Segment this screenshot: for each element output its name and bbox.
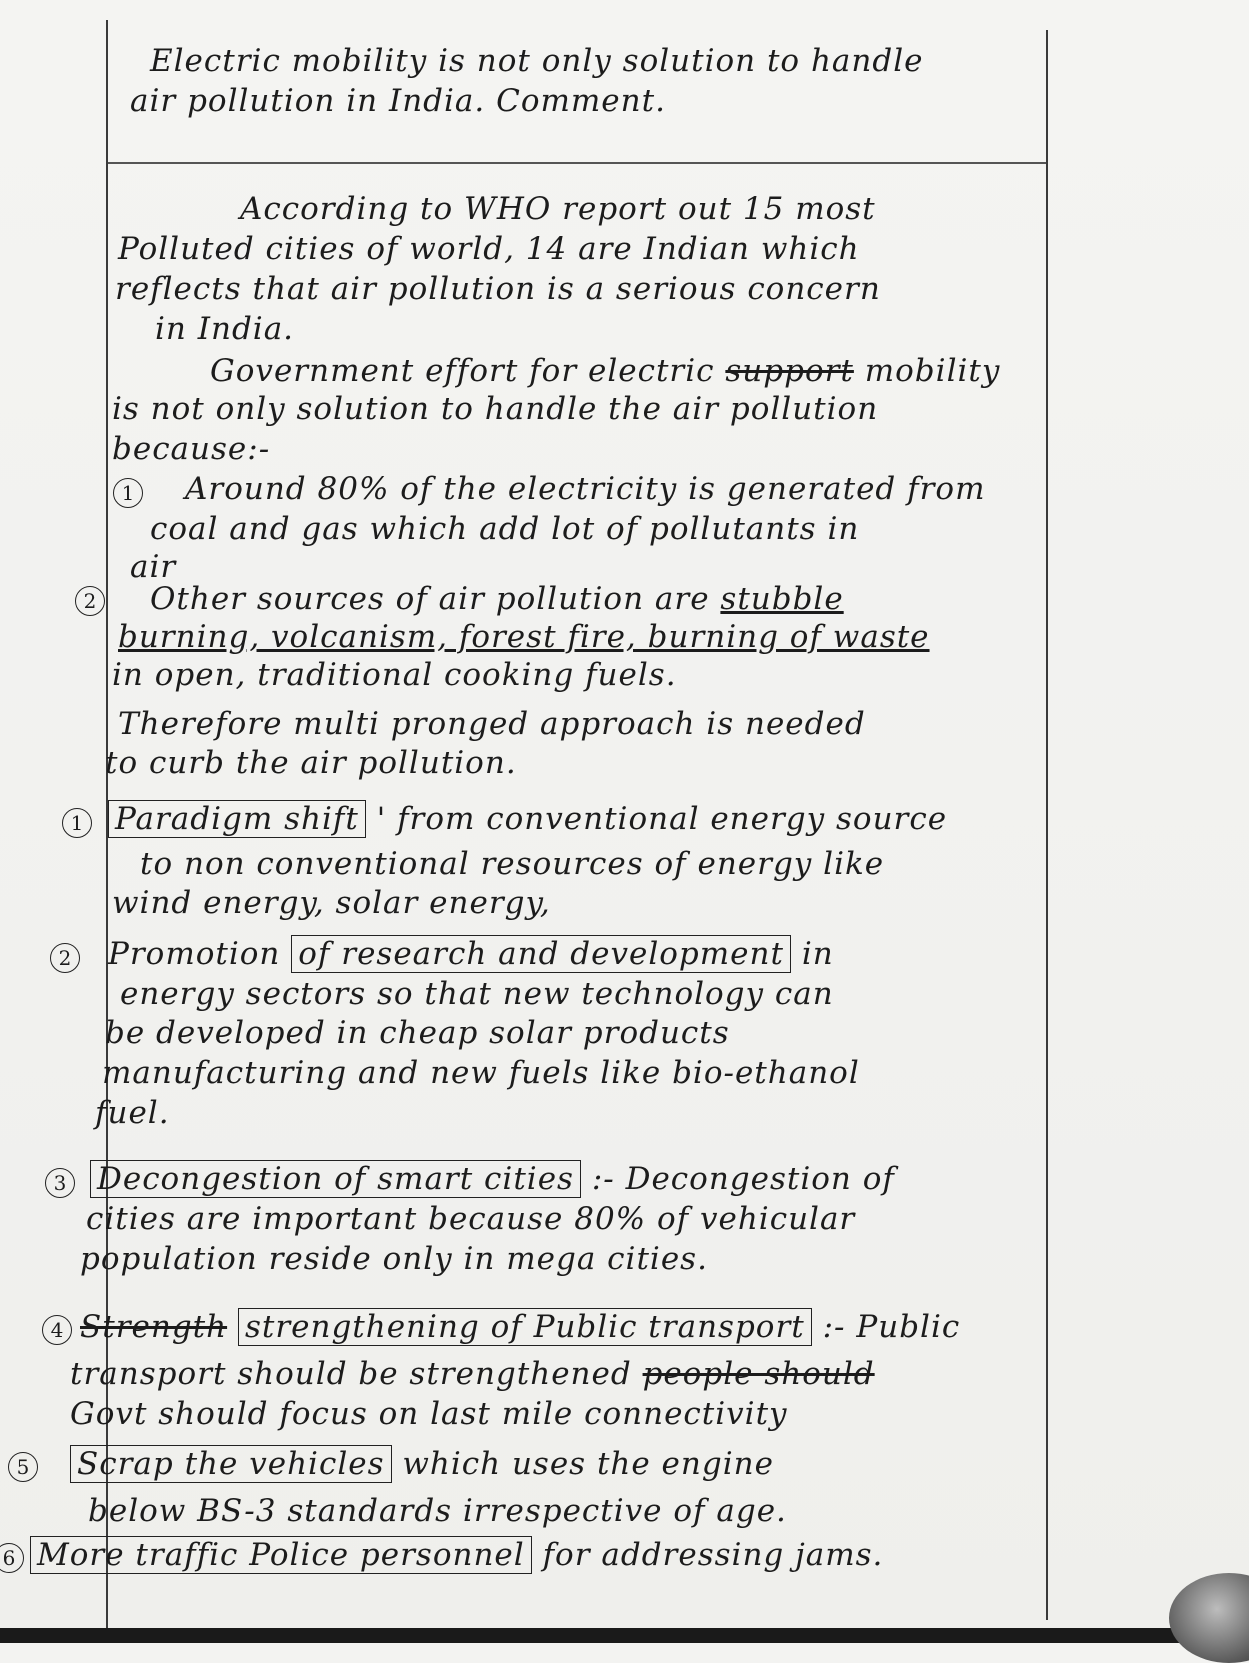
reason-number-1: 1	[113, 478, 143, 508]
intro-line-4: in India.	[155, 311, 295, 347]
measure-4-struck-word: Strength	[80, 1309, 228, 1345]
measure-2-line-5: fuel.	[95, 1095, 170, 1131]
measure-3-heading-box: Decongestion of smart cities	[90, 1160, 581, 1198]
measure-6-rest: for addressing jams.	[542, 1537, 884, 1573]
measure-1-line-3: wind energy, solar energy,	[112, 885, 551, 921]
reason-2-line-2: burning, volcanism, forest fire, burning of waste	[118, 619, 930, 655]
reason-2-line-1	[150, 580, 844, 618]
right-margin-rule	[1046, 30, 1048, 1620]
therefore-line-1: Therefore multi pronged approach is needed	[118, 706, 866, 742]
reason-number-2: 2	[75, 586, 105, 616]
measure-4-line-2	[70, 1355, 875, 1393]
question-divider	[108, 162, 1046, 164]
measure-2-heading-box: of research and development	[291, 935, 791, 973]
measure-4-rest: :- Public	[822, 1309, 961, 1345]
measure-2-line-3: be developed in cheap solar products	[105, 1015, 730, 1051]
measure-1-line-1	[108, 800, 947, 838]
reason-1-line-3: air	[130, 549, 177, 585]
question-line-2: air pollution in India. Comment.	[130, 83, 666, 119]
corner-shadow	[1169, 1573, 1249, 1663]
measure-2-line-2: energy sectors so that new technology can	[120, 976, 834, 1012]
measure-number-6: 6	[0, 1543, 24, 1573]
question-line-1: Electric mobility is not only solution to handle	[150, 43, 924, 79]
measure-6-heading-box: More traffic Police personnel	[30, 1536, 532, 1574]
measure-number-1: 1	[62, 808, 92, 838]
measure-6-line-1	[30, 1536, 883, 1574]
measure-4-struck-phrase: people should	[642, 1356, 875, 1392]
measure-3-rest: :- Decongestion of	[591, 1161, 895, 1197]
measure-4-heading-box: strengthening of Public transport	[238, 1308, 812, 1346]
measure-4-line-2-a: transport should be strengthened	[70, 1356, 632, 1392]
measure-2-line-1	[108, 935, 834, 973]
reason-2-underlined-word: stubble	[720, 581, 844, 617]
measure-4-line-1	[80, 1308, 960, 1346]
measure-number-3: 3	[45, 1168, 75, 1198]
measure-1-rest: ' from conventional energy source	[376, 801, 948, 837]
measure-3-line-2: cities are important because 80% of vehicular	[86, 1201, 856, 1237]
intro-line-3: reflects that air pollution is a serious concern	[115, 271, 881, 307]
govt-struck-word: support	[725, 353, 854, 389]
therefore-line-2: to curb the air pollution.	[105, 745, 517, 781]
measure-2-line-4: manufacturing and new fuels like bio-ethanol	[102, 1055, 860, 1091]
measure-number-2: 2	[50, 943, 80, 973]
govt-line-1-b: mobility	[864, 353, 1001, 389]
govt-line-3: because:-	[112, 431, 271, 467]
measure-4-line-3: Govt should focus on last mile connectivity	[70, 1396, 788, 1432]
measure-number-4: 4	[42, 1315, 72, 1345]
measure-5-heading-box: Scrap the vehicles	[70, 1445, 392, 1483]
measure-5-rest: which uses the engine	[402, 1446, 774, 1482]
page-bottom-shadow	[0, 1628, 1249, 1643]
measure-2-rest: in	[801, 936, 834, 972]
govt-line-1-a: Government effort for electric	[210, 353, 715, 389]
govt-line-1	[210, 352, 1000, 390]
measure-2-pre: Promotion	[108, 936, 281, 972]
measure-3-line-1	[90, 1160, 895, 1198]
intro-line-2: Polluted cities of world, 14 are Indian which	[118, 231, 860, 267]
intro-line-1: According to WHO report out 15 most	[240, 191, 876, 227]
measure-1-heading-box: Paradigm shift	[108, 800, 366, 838]
measure-5-line-2: below BS-3 standards irrespective of age.	[88, 1493, 787, 1529]
measure-1-line-2: to non conventional resources of energy like	[140, 846, 885, 882]
measure-number-5: 5	[8, 1452, 38, 1482]
measure-3-line-3: population reside only in mega cities.	[80, 1241, 708, 1277]
reason-2-line-3: in open, traditional cooking fuels.	[112, 657, 677, 693]
reason-1-line-2: coal and gas which add lot of pollutants in	[150, 511, 860, 547]
reason-1-line-1: Around 80% of the electricity is generated from	[185, 471, 986, 507]
measure-5-line-1	[70, 1445, 774, 1483]
reason-2-line-1-a: Other sources of air pollution are	[150, 581, 710, 617]
govt-line-2: is not only solution to handle the air pollution	[112, 391, 879, 427]
